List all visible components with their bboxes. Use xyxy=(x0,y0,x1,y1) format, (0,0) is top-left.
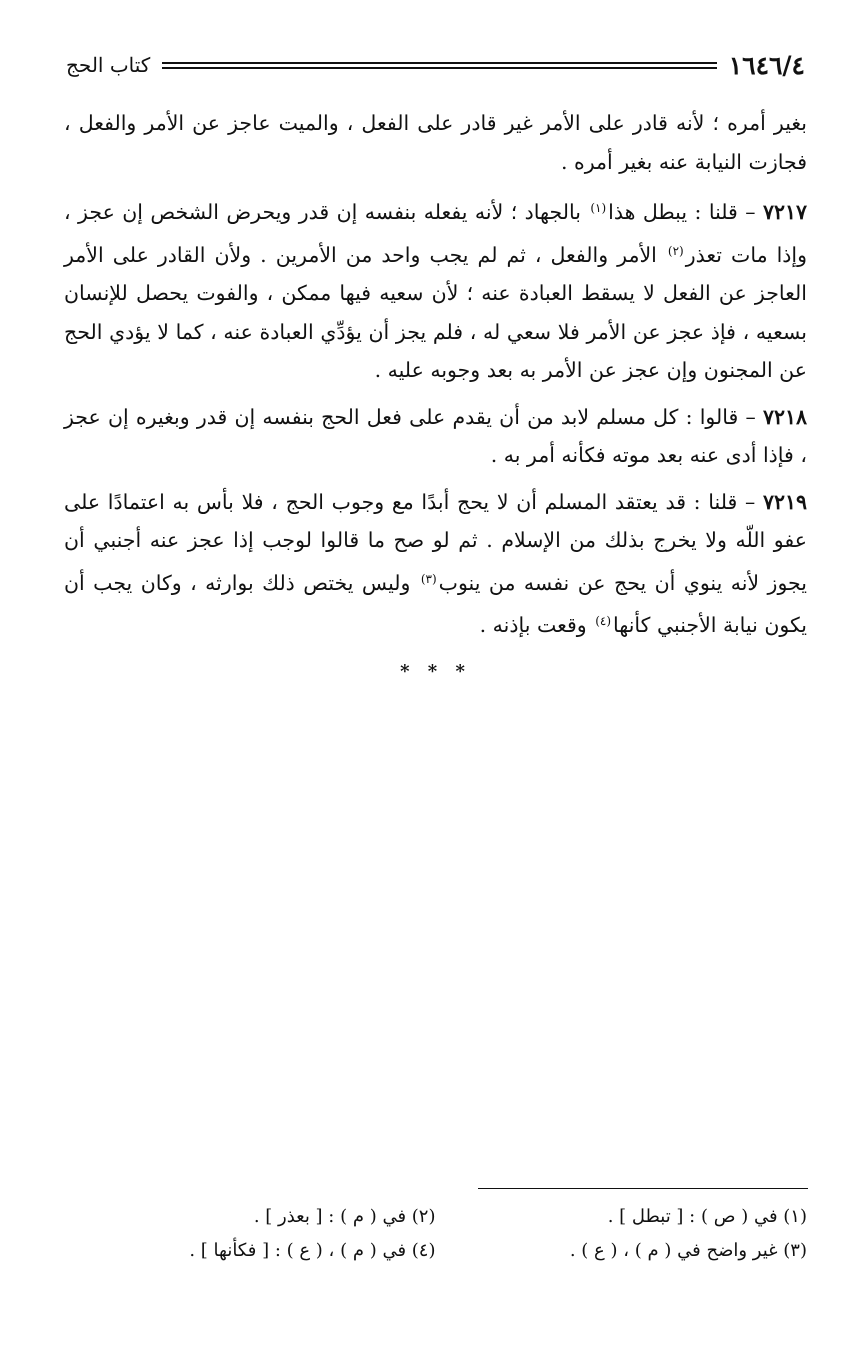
footnote-ref-1: (١) xyxy=(590,201,607,215)
paragraph-text: بغير أمره ؛ لأنه قادر على الأمر غير قادر على الفعل ، والميت عاجز عن الأمر والفعل ، فجازت النيابة عنه بغير أمره . xyxy=(64,111,807,174)
paragraph-text: الأمر والفعل ، ثم لم يجب واحد من الأمرين . ولأن القادر على الأمر العاجز عن الفعل لا يسقط العبادة عنه ؛ لأن سعيه فيها ممكن ، والفوت يحصل للإنسان بسعيه ، فإذ عجز عن الأمر فلا سعي له ، فلم يجز أن يؤدِّي العبادة عنه ، كما لا يؤدي الحج عن المجنون وإن عجز عن الأمر به بعد وجوبه عليه . xyxy=(64,242,807,382)
paragraph-text: – قلنا : قد يعتقد المسلم أن لا يحج أبدًا مع وجوب الحج ، فلا بأس به اعتمادًا على عفو اللّه ولا يخرج بذلك من الإسلام . ثم لو صح ما قالوا لوجب إذا عجز عنه أجنبي أن يجوز لأنه ينوي أن يحج عن نفسه من ينوب xyxy=(64,489,807,595)
footnote-2: (٢) في ( م ) : [ بعذر ] . xyxy=(253,1206,436,1227)
header-double-rule xyxy=(162,62,716,69)
footnote-4: (٤) في ( م ) ، ( ع ) : [ فكأنها ] . xyxy=(189,1240,436,1261)
paragraph-number: ٧٢١٩ xyxy=(762,489,807,514)
footnote-ref-3: (٣) xyxy=(420,571,437,586)
footnotes xyxy=(64,1202,807,1266)
paragraph-text: – قالوا : كل مسلم لابد من أن يقدم على فعل الحج بنفسه إن قدر وبغيره إن عجز ، فإذا أدى عنه بعد موته فكأنه أمر به . xyxy=(64,404,807,467)
main-text xyxy=(64,104,807,691)
paragraph-7218 xyxy=(64,398,807,475)
paragraph-text: وليس يختص ذلك بوارثه ، وكان يجب أن يكون نيابة الأجنبي كأنها xyxy=(64,570,807,637)
paragraph-continuation xyxy=(64,104,807,181)
paragraph-text: وقعت بإذنه . xyxy=(479,613,594,637)
footnote-rule xyxy=(478,1188,808,1189)
page-number: ١٦٤٦/٤ xyxy=(728,50,805,80)
page-header xyxy=(66,48,805,82)
book-title: كتاب الحج xyxy=(66,53,151,77)
footnote-3: (٣) غير واضح في ( م ) ، ( ع ) . xyxy=(569,1240,807,1261)
footnote-ref-4: (٤) xyxy=(595,614,612,628)
paragraph-text: بالجهاد ؛ لأنه يفعله بنفسه إن قدر ويحرض الشخص إن عجز ، وإذا مات تعذر xyxy=(64,200,808,267)
paragraph-text: – قلنا : يبطل هذا xyxy=(608,200,756,224)
footnote-1: (١) في ( ص ) : [ تبطل ] . xyxy=(607,1206,807,1227)
paragraph-7217 xyxy=(64,189,807,390)
section-separator: * * * xyxy=(400,660,471,682)
paragraph-7219 xyxy=(64,483,807,645)
paragraph-number: ٧٢١٨ xyxy=(762,404,807,429)
footnote-ref-2: (٢) xyxy=(667,243,684,258)
paragraph-number: ٧٢١٧ xyxy=(762,200,807,224)
